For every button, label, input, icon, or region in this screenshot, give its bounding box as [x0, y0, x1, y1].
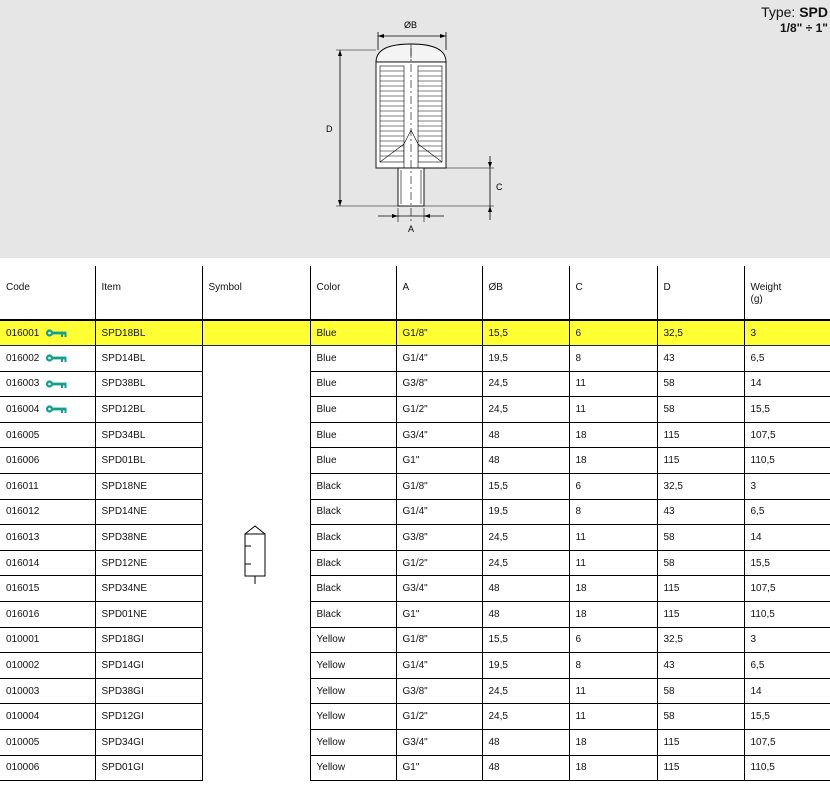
row-code — [0, 653, 95, 679]
row-c: 18 — [569, 602, 657, 628]
row-code — [0, 755, 95, 781]
row-c: 11 — [569, 678, 657, 704]
table-row — [0, 397, 830, 423]
row-a: G1/8" — [396, 474, 482, 500]
row-weight: 110,5 — [744, 602, 830, 628]
row-c: 8 — [569, 346, 657, 372]
row-b: 24,5 — [482, 678, 569, 704]
row-symbol — [202, 678, 310, 704]
row-c: 18 — [569, 755, 657, 781]
type-value: SPD — [799, 4, 828, 20]
spec-table — [0, 266, 830, 781]
row-item: SPD01NE — [95, 602, 202, 628]
row-b: 48 — [482, 448, 569, 474]
row-weight: 110,5 — [744, 755, 830, 781]
row-item: SPD38GI — [95, 678, 202, 704]
col-header-c: C — [569, 266, 657, 320]
row-b: 48 — [482, 576, 569, 602]
row-d: 58 — [657, 525, 744, 551]
table-row — [0, 627, 830, 653]
row-code-text: 010006 — [6, 762, 40, 774]
row-c: 11 — [569, 371, 657, 397]
row-weight: 6,5 — [744, 499, 830, 525]
table-row — [0, 320, 830, 346]
key-icon — [45, 353, 67, 363]
row-weight: 15,5 — [744, 704, 830, 730]
row-symbol — [202, 320, 310, 346]
row-symbol — [202, 653, 310, 679]
row-b: 48 — [482, 755, 569, 781]
row-a: G3/8" — [396, 525, 482, 551]
row-code-text: 016014 — [6, 557, 40, 569]
row-b: 48 — [482, 422, 569, 448]
row-a: G1/4" — [396, 346, 482, 372]
table-row — [0, 653, 830, 679]
row-item: SPD01BL — [95, 448, 202, 474]
row-weight: 6,5 — [744, 653, 830, 679]
row-code-text: 016011 — [6, 480, 39, 492]
row-item: SPD12BL — [95, 397, 202, 423]
technical-drawing — [300, 10, 530, 245]
row-code — [0, 704, 95, 730]
col-header-item: Item — [95, 266, 202, 320]
row-weight: 3 — [744, 320, 830, 346]
key-icon — [45, 379, 67, 389]
row-code-text: 010005 — [6, 736, 40, 748]
row-a: G1/4" — [396, 653, 482, 679]
row-item: SPD01GI — [95, 755, 202, 781]
weight-unit: (g) — [750, 293, 763, 305]
row-color: Black — [310, 474, 396, 500]
row-color: Yellow — [310, 704, 396, 730]
row-a: G1/8" — [396, 627, 482, 653]
row-code — [0, 550, 95, 576]
row-code — [0, 448, 95, 474]
col-header-b: ØB — [482, 266, 569, 320]
table-row — [0, 755, 830, 781]
row-d: 115 — [657, 602, 744, 628]
row-b: 15,5 — [482, 474, 569, 500]
weight-label: Weight — [750, 282, 782, 293]
table-row — [0, 576, 830, 602]
row-b: 15,5 — [482, 627, 569, 653]
row-code — [0, 320, 95, 346]
row-c: 6 — [569, 320, 657, 346]
row-c: 18 — [569, 730, 657, 756]
row-code-text: 016016 — [6, 608, 40, 620]
row-d: 115 — [657, 730, 744, 756]
row-item: SPD18NE — [95, 474, 202, 500]
row-d: 58 — [657, 371, 744, 397]
row-d: 58 — [657, 704, 744, 730]
row-code-text: 010003 — [6, 685, 40, 697]
row-color: Blue — [310, 397, 396, 423]
col-header-code: Code — [0, 266, 95, 320]
product-header — [0, 0, 830, 258]
row-code-text: 016001 — [6, 327, 40, 339]
row-code-text: 016002 — [6, 352, 40, 364]
row-weight: 107,5 — [744, 730, 830, 756]
row-d: 58 — [657, 678, 744, 704]
row-color: Yellow — [310, 755, 396, 781]
row-d: 115 — [657, 448, 744, 474]
row-item: SPD12GI — [95, 704, 202, 730]
table-row — [0, 550, 830, 576]
row-a: G1/2" — [396, 550, 482, 576]
row-b: 24,5 — [482, 371, 569, 397]
row-symbol — [202, 602, 310, 628]
row-a: G1/8" — [396, 320, 482, 346]
table-body — [0, 320, 830, 781]
row-code-text: 016005 — [6, 429, 40, 441]
row-item: SPD14BL — [95, 346, 202, 372]
row-code-text: 010004 — [6, 711, 40, 723]
row-color: Blue — [310, 448, 396, 474]
table-row — [0, 346, 830, 372]
type-block — [761, 5, 828, 36]
row-b: 24,5 — [482, 397, 569, 423]
row-code — [0, 627, 95, 653]
row-weight: 14 — [744, 371, 830, 397]
row-code-text: 016004 — [6, 404, 40, 416]
table-row — [0, 499, 830, 525]
col-header-symbol: Symbol — [202, 266, 310, 320]
row-item: SPD14NE — [95, 499, 202, 525]
row-symbol — [202, 346, 310, 372]
row-code — [0, 499, 95, 525]
table-row — [0, 602, 830, 628]
row-code-text: 016012 — [6, 506, 40, 518]
table-row — [0, 371, 830, 397]
row-a: G1" — [396, 755, 482, 781]
silencer-drawing-icon — [300, 10, 530, 240]
row-c: 6 — [569, 627, 657, 653]
row-a: G3/4" — [396, 422, 482, 448]
row-item: SPD38BL — [95, 371, 202, 397]
row-code-text: 010001 — [6, 634, 40, 646]
table-header-row — [0, 266, 830, 320]
row-d: 115 — [657, 576, 744, 602]
row-code-text: 016013 — [6, 532, 40, 544]
row-c: 11 — [569, 550, 657, 576]
row-b: 19,5 — [482, 499, 569, 525]
row-code — [0, 422, 95, 448]
row-b: 48 — [482, 730, 569, 756]
row-item: SPD34NE — [95, 576, 202, 602]
row-color: Yellow — [310, 730, 396, 756]
row-a: G1" — [396, 448, 482, 474]
row-d: 58 — [657, 397, 744, 423]
row-a: G3/4" — [396, 730, 482, 756]
row-color: Black — [310, 576, 396, 602]
row-c: 18 — [569, 448, 657, 474]
table-row — [0, 730, 830, 756]
row-weight: 3 — [744, 474, 830, 500]
row-b: 15,5 — [482, 320, 569, 346]
row-item: SPD12NE — [95, 550, 202, 576]
row-d: 32,5 — [657, 474, 744, 500]
row-code-text: 016003 — [6, 378, 40, 390]
row-a: G1/2" — [396, 704, 482, 730]
row-symbol — [202, 474, 310, 500]
row-color: Black — [310, 499, 396, 525]
row-c: 18 — [569, 422, 657, 448]
col-header-d: D — [657, 266, 744, 320]
row-weight: 107,5 — [744, 576, 830, 602]
row-c: 11 — [569, 397, 657, 423]
row-a: G1/4" — [396, 499, 482, 525]
row-item: SPD34BL — [95, 422, 202, 448]
row-color: Yellow — [310, 678, 396, 704]
row-item: SPD38NE — [95, 525, 202, 551]
row-symbol — [202, 422, 310, 448]
table-row — [0, 704, 830, 730]
row-d: 115 — [657, 755, 744, 781]
row-code — [0, 602, 95, 628]
table-row — [0, 525, 830, 551]
row-code — [0, 474, 95, 500]
row-symbol — [202, 704, 310, 730]
row-item: SPD18GI — [95, 627, 202, 653]
row-d: 58 — [657, 550, 744, 576]
row-a: G1/2" — [396, 397, 482, 423]
row-weight: 15,5 — [744, 397, 830, 423]
row-b: 24,5 — [482, 525, 569, 551]
row-a: G3/4" — [396, 576, 482, 602]
row-item: SPD14GI — [95, 653, 202, 679]
col-header-weight — [744, 266, 830, 320]
row-color: Yellow — [310, 653, 396, 679]
row-weight: 15,5 — [744, 550, 830, 576]
dim-b-label: ØB — [404, 20, 418, 30]
row-symbol — [202, 525, 310, 551]
row-color: Blue — [310, 346, 396, 372]
row-c: 18 — [569, 576, 657, 602]
row-color: Blue — [310, 320, 396, 346]
row-symbol — [202, 499, 310, 525]
row-weight: 14 — [744, 525, 830, 551]
dim-d-label: D — [326, 124, 333, 134]
row-color: Black — [310, 602, 396, 628]
row-color: Black — [310, 525, 396, 551]
row-b: 48 — [482, 602, 569, 628]
row-weight: 3 — [744, 627, 830, 653]
row-d: 32,5 — [657, 320, 744, 346]
row-color: Blue — [310, 371, 396, 397]
row-c: 8 — [569, 499, 657, 525]
row-d: 32,5 — [657, 627, 744, 653]
row-b: 24,5 — [482, 704, 569, 730]
row-a: G1" — [396, 602, 482, 628]
row-c: 11 — [569, 704, 657, 730]
row-c: 11 — [569, 525, 657, 551]
row-code — [0, 678, 95, 704]
row-b: 24,5 — [482, 550, 569, 576]
row-a: G3/8" — [396, 678, 482, 704]
key-icon — [45, 404, 67, 414]
row-code — [0, 525, 95, 551]
table-row — [0, 678, 830, 704]
row-d: 43 — [657, 499, 744, 525]
row-weight: 14 — [744, 678, 830, 704]
row-color: Blue — [310, 422, 396, 448]
row-c: 6 — [569, 474, 657, 500]
row-weight: 110,5 — [744, 448, 830, 474]
type-line — [761, 5, 828, 20]
size-range: 1/8" ÷ 1" — [780, 21, 828, 36]
row-color: Black — [310, 550, 396, 576]
col-header-color: Color — [310, 266, 396, 320]
row-code — [0, 397, 95, 423]
dim-a-label: A — [408, 224, 415, 234]
row-code — [0, 346, 95, 372]
row-code — [0, 576, 95, 602]
key-icon — [45, 328, 67, 338]
table-row — [0, 474, 830, 500]
table-row — [0, 448, 830, 474]
row-symbol — [202, 448, 310, 474]
row-weight: 6,5 — [744, 346, 830, 372]
row-code-text: 016015 — [6, 583, 40, 595]
row-code — [0, 730, 95, 756]
type-label: Type: — [761, 4, 800, 20]
row-symbol — [202, 627, 310, 653]
col-header-a: A — [396, 266, 482, 320]
row-b: 19,5 — [482, 346, 569, 372]
row-item: SPD18BL — [95, 320, 202, 346]
row-symbol — [202, 755, 310, 781]
row-code-text: 016006 — [6, 455, 40, 467]
row-d: 43 — [657, 346, 744, 372]
row-symbol — [202, 550, 310, 576]
row-code — [0, 371, 95, 397]
row-symbol — [202, 371, 310, 397]
row-code-text: 010002 — [6, 660, 40, 672]
row-symbol — [202, 576, 310, 602]
row-symbol — [202, 397, 310, 423]
row-item: SPD34GI — [95, 730, 202, 756]
row-d: 115 — [657, 422, 744, 448]
row-weight: 107,5 — [744, 422, 830, 448]
row-d: 43 — [657, 653, 744, 679]
row-color: Yellow — [310, 627, 396, 653]
row-symbol — [202, 730, 310, 756]
row-a: G3/8" — [396, 371, 482, 397]
row-b: 19,5 — [482, 653, 569, 679]
row-c: 8 — [569, 653, 657, 679]
table-row — [0, 422, 830, 448]
dim-c-label: C — [496, 182, 503, 192]
